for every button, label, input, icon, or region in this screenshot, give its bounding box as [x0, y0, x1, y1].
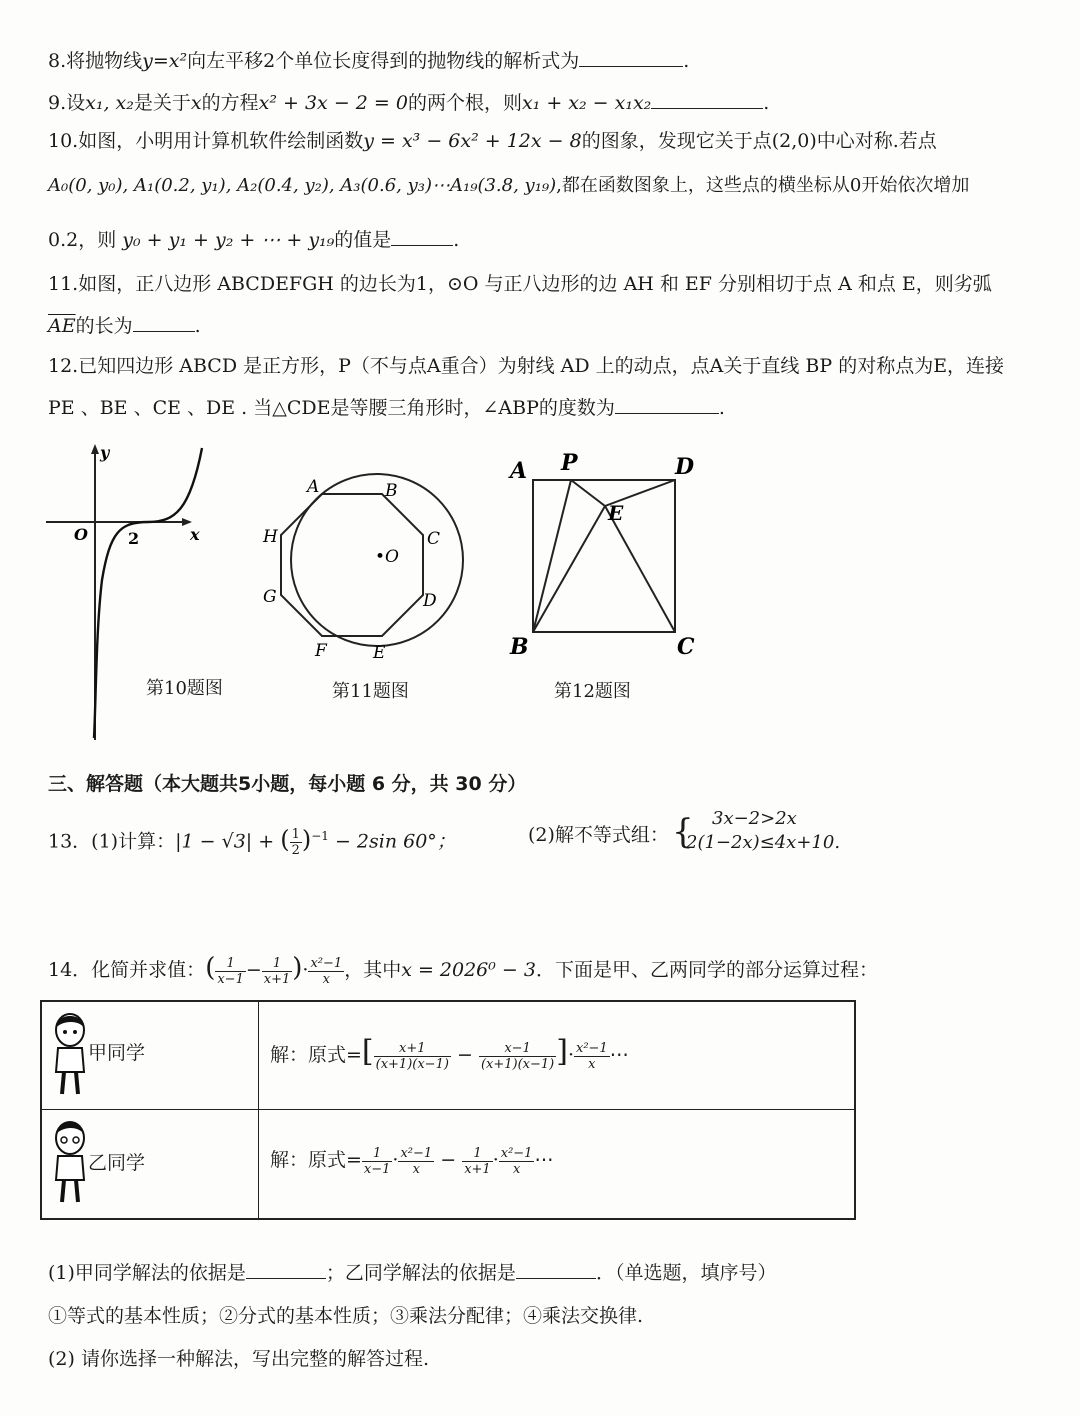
question-12-line-2: PE 、BE 、CE 、DE . 当△CDE是等腰三角形时，∠ABP的度数为 . — [48, 397, 725, 419]
label-d: D — [675, 454, 695, 480]
question-9: 9.设x₁, x₂是关于x的方程x² + 3x − 2 = 0的两个根，则x₁ + x₂ − x₁x₂ . — [48, 92, 770, 114]
table-divider-horizontal — [42, 1109, 854, 1110]
label-x: x — [190, 525, 200, 544]
question-14-options: ①等式的基本性质；②分式的基本性质；③乘法分配律；④乘法交换律. — [48, 1305, 644, 1327]
label-origin: O — [74, 525, 88, 544]
label-two: 2 — [128, 529, 140, 548]
segment-bp — [533, 480, 571, 632]
solution-table — [40, 1000, 856, 1220]
student-yi-name: 乙同学 — [88, 1152, 146, 1174]
student-jia-avatar-icon — [50, 1010, 90, 1098]
label-y: y — [100, 443, 110, 462]
answer-blank-8[interactable] — [579, 48, 683, 67]
question-11-line-2: $\overline{AE}$的长为 . — [48, 315, 201, 337]
label-a: A — [307, 477, 320, 497]
label-d: D — [423, 591, 437, 611]
question-12-line-1: 12.已知四边形 ABCD 是正方形，P（不与点A重合）为射线 AD 上的动点，点A关于直线 BP 的对称点为E，连接 — [48, 355, 1005, 377]
label-p: P — [561, 450, 578, 476]
question-11-line-1: 11.如图，正八边形 ABCDEFGH 的边长为1，⊙O 与正八边形的边 AH 和 EF 分别相切于点 A 和点 E，则劣弧 — [48, 273, 992, 295]
question-13-part-1: 13．(1)计算：|1 − √3| + ( $\frac{1}{2}$ )$^{-1}$ − 2sin 60°； — [48, 825, 456, 858]
question-14-part-2: (2) 请你选择一种解法，写出完整的解答过程. — [48, 1348, 429, 1370]
label-c: C — [677, 634, 695, 660]
figure-11-octagon-circle — [255, 462, 480, 667]
square-abcd — [533, 480, 675, 632]
student-yi-solution: 解：原式= $\frac{1}{x-1}$ · $\frac{\text{x²−1}}{x}$ − $\frac{1}{x+1}$ · $\frac{\text{x²−1}}{x}$ ⋯ — [270, 1145, 554, 1177]
table-divider-vertical — [258, 1002, 259, 1218]
label-f: F — [315, 641, 327, 661]
figure-11-caption: 第11题图 — [332, 681, 409, 702]
answer-blank-yi[interactable] — [516, 1260, 596, 1279]
question-8: 8.将抛物线y=x²向左平移2个单位长度得到的抛物线的解析式为 . — [48, 50, 690, 72]
figure-12-square — [505, 448, 705, 663]
student-yi-avatar-icon — [50, 1118, 90, 1206]
label-b: B — [385, 481, 398, 501]
figure-12-caption: 第12题图 — [554, 681, 631, 702]
question-13-part-2: (2)解不等式组： — [528, 824, 669, 846]
fraction-half: $\frac{1}{2}$ — [291, 826, 300, 858]
answer-blank-10[interactable] — [391, 227, 453, 246]
answer-blank-12[interactable] — [615, 395, 719, 414]
label-h: H — [263, 527, 278, 547]
octagon — [281, 494, 423, 636]
section-3-heading: 三、解答题（本大题共5小题，每小题 6 分，共 30 分） — [48, 773, 527, 795]
label-e: E — [373, 643, 386, 663]
figure-10-caption: 第10题图 — [146, 678, 223, 699]
inequality-2-row: 2(1−2x)≤4x+10. — [686, 832, 841, 853]
question-10-line-1: 10.如图，小明用计算机软件绘制函数y = x³ − 6x² + 12x − 8的图象，发现它关于点(2,0)中心对称.若点 — [48, 130, 937, 152]
student-jia-name: 甲同学 — [88, 1042, 146, 1064]
brace-icon: { — [672, 812, 694, 852]
label-b: B — [510, 634, 529, 660]
answer-blank-9[interactable] — [651, 90, 763, 109]
label-a: A — [510, 458, 528, 484]
segment-pe — [571, 480, 605, 506]
inequality-1: 3x−2>2x — [712, 808, 797, 829]
answer-blank-jia[interactable] — [246, 1260, 326, 1279]
segment-be — [533, 506, 605, 632]
label-o: •O — [375, 547, 399, 567]
student-jia-solution: 解：原式=[ $\frac{x+1}{(x+1)(x-1)}$ − $\frac{x-1}{(x+1)(x-1)}$ ]· $\frac{\text{x²−1}}{x}$ ⋯ — [270, 1034, 629, 1072]
question-10-line-3: 0.2，则 y₀ + y₁ + y₂ + ⋯ + y₁₉的值是 . — [48, 229, 460, 251]
question-14-part-1: (1)甲同学解法的依据是 ；乙同学解法的依据是 ．（单选题，填序号） — [48, 1262, 777, 1284]
y-axis-arrow — [91, 444, 99, 454]
label-g: G — [263, 587, 277, 607]
label-e: E — [608, 501, 624, 525]
label-c: C — [427, 529, 441, 549]
question-10-line-2: A₀(0, y₀), A₁(0.2, y₁), A₂(0.4, y₂), A₃(0.6, y₃)⋯A₁₉(3.8, y₁₉),都在函数图象上，这些点的横坐标从0开始依次增加 — [48, 175, 970, 196]
answer-blank-11[interactable] — [133, 313, 195, 332]
question-14: 14．化简并求值：( $\frac{1}{x-1}$ − $\frac{1}{x+1}$ )· $\frac{\text{x²−1}}{x}$ ，其中x = 2026⁰ − 3．下面是甲、乙两同学的部分运算过程： — [48, 953, 878, 987]
